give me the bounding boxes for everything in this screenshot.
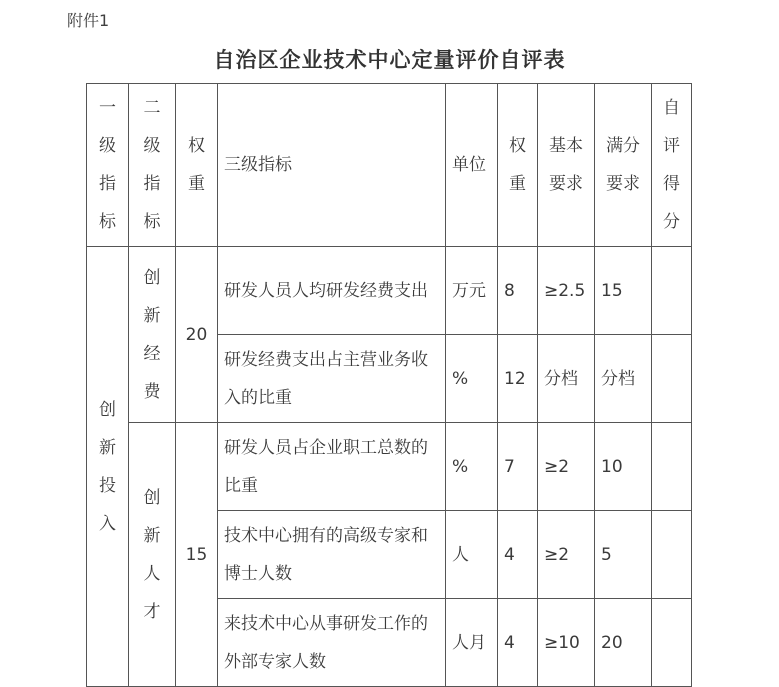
table-row: [87, 423, 692, 511]
group-weight-cell: 20: [176, 247, 218, 423]
self-score-cell[interactable]: [652, 423, 692, 511]
self-score-cell[interactable]: [652, 335, 692, 423]
basic-req-cell: ≥10: [538, 599, 595, 687]
weight-cell: 7: [498, 423, 538, 511]
level1-cell: 创新投入: [87, 247, 129, 687]
header-self-score: 自评得分: [652, 84, 692, 247]
full-req-cell: 15: [595, 247, 652, 335]
weight-cell: 4: [498, 599, 538, 687]
weight-cell: 8: [498, 247, 538, 335]
indicator-cell: 技术中心拥有的高级专家和博士人数: [218, 511, 446, 599]
basic-req-cell: ≥2: [538, 423, 595, 511]
weight-cell: 12: [498, 335, 538, 423]
unit-cell: 人月: [446, 599, 498, 687]
header-unit: 单位: [446, 84, 498, 247]
evaluation-table: [86, 83, 692, 687]
level2-cell: 创新经费: [129, 247, 176, 423]
header-weight: 权重: [498, 84, 538, 247]
full-req-cell: 20: [595, 599, 652, 687]
header-level1: 一级指标: [87, 84, 129, 247]
basic-req-cell: ≥2: [538, 511, 595, 599]
basic-req-cell: 分档: [538, 335, 595, 423]
header-basic-req: 基本要求: [538, 84, 595, 247]
self-score-cell[interactable]: [652, 511, 692, 599]
weight-cell: 4: [498, 511, 538, 599]
table-row: [87, 247, 692, 335]
self-score-cell[interactable]: [652, 599, 692, 687]
header-level3: 三级指标: [218, 84, 446, 247]
unit-cell: %: [446, 335, 498, 423]
header-weight-group: 权重: [176, 84, 218, 247]
page-title: 自治区企业技术中心定量评价自评表: [213, 48, 566, 72]
indicator-cell: 来技术中心从事研发工作的外部专家人数: [218, 599, 446, 687]
header-row: [87, 84, 692, 247]
header-level2: 二级指标: [129, 84, 176, 247]
unit-cell: 人: [446, 511, 498, 599]
indicator-cell: 研发经费支出占主营业务收入的比重: [218, 335, 446, 423]
unit-cell: 万元: [446, 247, 498, 335]
unit-cell: %: [446, 423, 498, 511]
indicator-cell: 研发人员人均研发经费支出: [218, 247, 446, 335]
attachment-label: 附件1: [67, 11, 110, 30]
self-score-cell[interactable]: [652, 247, 692, 335]
header-full-req: 满分要求: [595, 84, 652, 247]
full-req-cell: 5: [595, 511, 652, 599]
full-req-cell: 10: [595, 423, 652, 511]
group-weight-cell: 15: [176, 423, 218, 687]
full-req-cell: 分档: [595, 335, 652, 423]
level2-cell: 创新人才: [129, 423, 176, 687]
indicator-cell: 研发人员占企业职工总数的比重: [218, 423, 446, 511]
basic-req-cell: ≥2.5: [538, 247, 595, 335]
